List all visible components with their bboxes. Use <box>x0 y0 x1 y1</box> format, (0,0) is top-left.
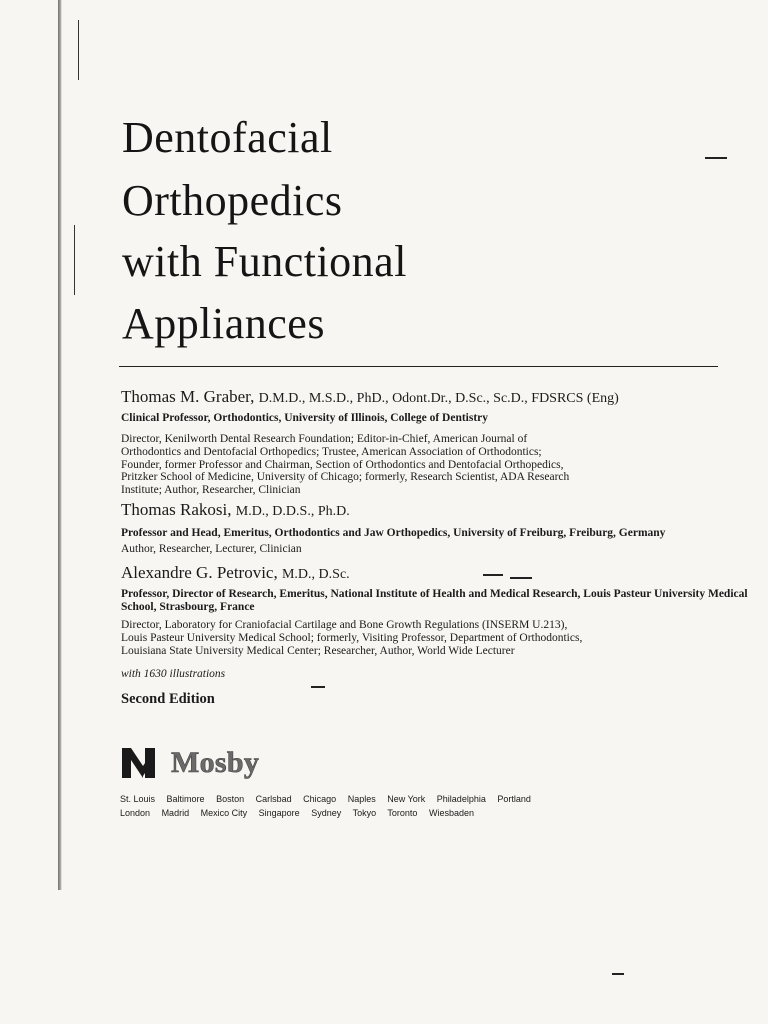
author-1-detail-line: Director, Kenilworth Dental Research Foundation; Editor-in-Chief, American Journal of <box>121 433 528 445</box>
author-1-detail-line: Founder, former Professor and Chairman, Section of Orthodontics and Dentofacial Orthopedics, <box>121 458 564 471</box>
author-2-affiliation: Professor and Head, Emeritus, Orthodontics and Jaw Orthopedics, University of Freiburg, Freiburg, Germany <box>121 527 666 539</box>
scan-dash <box>311 686 325 688</box>
author-3-detail-line: Louisiana State University Medical Center; Researcher, Author, World Wide Lecturer <box>121 644 515 657</box>
city: Carlsbad <box>255 794 292 804</box>
author-3-degrees: M.D., D.Sc. <box>281 567 350 582</box>
city: Naples <box>347 794 376 804</box>
publisher-logo <box>121 746 259 780</box>
city: Singapore <box>258 808 300 818</box>
author-2-degrees: M.D., D.D.S., Ph.D. <box>235 504 350 519</box>
city: Portland <box>497 794 531 804</box>
author-2-name-text: Thomas Rakosi, <box>121 500 232 519</box>
mosby-m-icon <box>121 746 165 780</box>
title-line-1: Dentofacial <box>122 113 333 162</box>
scan-dash <box>612 973 624 975</box>
city: St. Louis <box>120 794 156 804</box>
city: London <box>120 808 151 818</box>
city: Wiesbaden <box>428 808 474 818</box>
author-2-detail-line: Author, Researcher, Lecturer, Clinician <box>121 543 302 555</box>
author-3-detail-line: Director, Laboratory for Craniofacial Cartilage and Bone Growth Regulations (INSERM U.213), <box>121 619 568 631</box>
city: Toronto <box>387 808 418 818</box>
city: New York <box>387 794 426 804</box>
title-line-2: Orthopedics <box>122 176 343 225</box>
illustrations-note: with 1630 illustrations <box>121 668 226 680</box>
binding-edge <box>58 0 62 890</box>
city: Madrid <box>161 808 190 818</box>
author-1-detail-line: Orthodontics and Dentofacial Orthopedics; Trustee, American Association of Orthodontics; <box>121 445 542 458</box>
author-3-detail-line: Louis Pasteur University Medical School; formerly, Visiting Professor, Department of Orthodontics, <box>121 631 583 644</box>
city: Boston <box>216 794 245 804</box>
edition-label: Second Edition <box>121 691 215 707</box>
city: Baltimore <box>166 794 205 804</box>
title-line-4: Appliances <box>122 299 325 348</box>
scan-mark <box>78 20 79 80</box>
title-line-3: with Functional <box>122 237 407 286</box>
author-1-name-text: Thomas M. Graber, <box>121 387 255 406</box>
scan-dash <box>483 574 503 576</box>
publisher-name: Mosby <box>171 746 260 779</box>
author-2-details <box>121 543 302 556</box>
title-rule <box>119 366 718 367</box>
city: Chicago <box>303 794 337 804</box>
author-1-detail-line: Pritzker School of Medicine, University of Chicago; formerly, Research Scientist, ADA Research <box>121 471 570 484</box>
author-3-affiliation <box>121 588 748 614</box>
scan-dash <box>510 577 532 579</box>
author-3-affiliation-line: School, Strasbourg, France <box>121 600 255 613</box>
author-3-affiliation-line: Professor, Director of Research, Emeritus, National Institute of Health and Medical Research, Louis Pasteur University Medical <box>121 588 748 600</box>
author-1-degrees: D.M.D., M.S.D., PhD., Odont.Dr., D.Sc., Sc.D., FDSRCS (Eng) <box>258 391 619 406</box>
cities-row-2 <box>120 808 483 818</box>
author-1-affiliation: Clinical Professor, Orthodontics, University of Illinois, College of Dentistry <box>121 412 489 424</box>
author-3-name <box>121 563 350 583</box>
author-1-name <box>121 387 619 407</box>
author-3-details <box>121 619 582 657</box>
scan-dash <box>705 157 727 159</box>
author-2-name <box>121 500 350 520</box>
city: Philadelphia <box>436 794 486 804</box>
city: Tokyo <box>352 808 377 818</box>
author-1-details <box>121 433 569 497</box>
author-1-detail-line: Institute; Author, Researcher, Clinician <box>121 484 301 497</box>
city: Sydney <box>311 808 342 818</box>
scan-mark <box>74 225 75 295</box>
cities-row-1 <box>120 794 540 804</box>
city: Mexico City <box>200 808 248 818</box>
author-3-name-text: Alexandre G. Petrovic, <box>121 563 278 582</box>
